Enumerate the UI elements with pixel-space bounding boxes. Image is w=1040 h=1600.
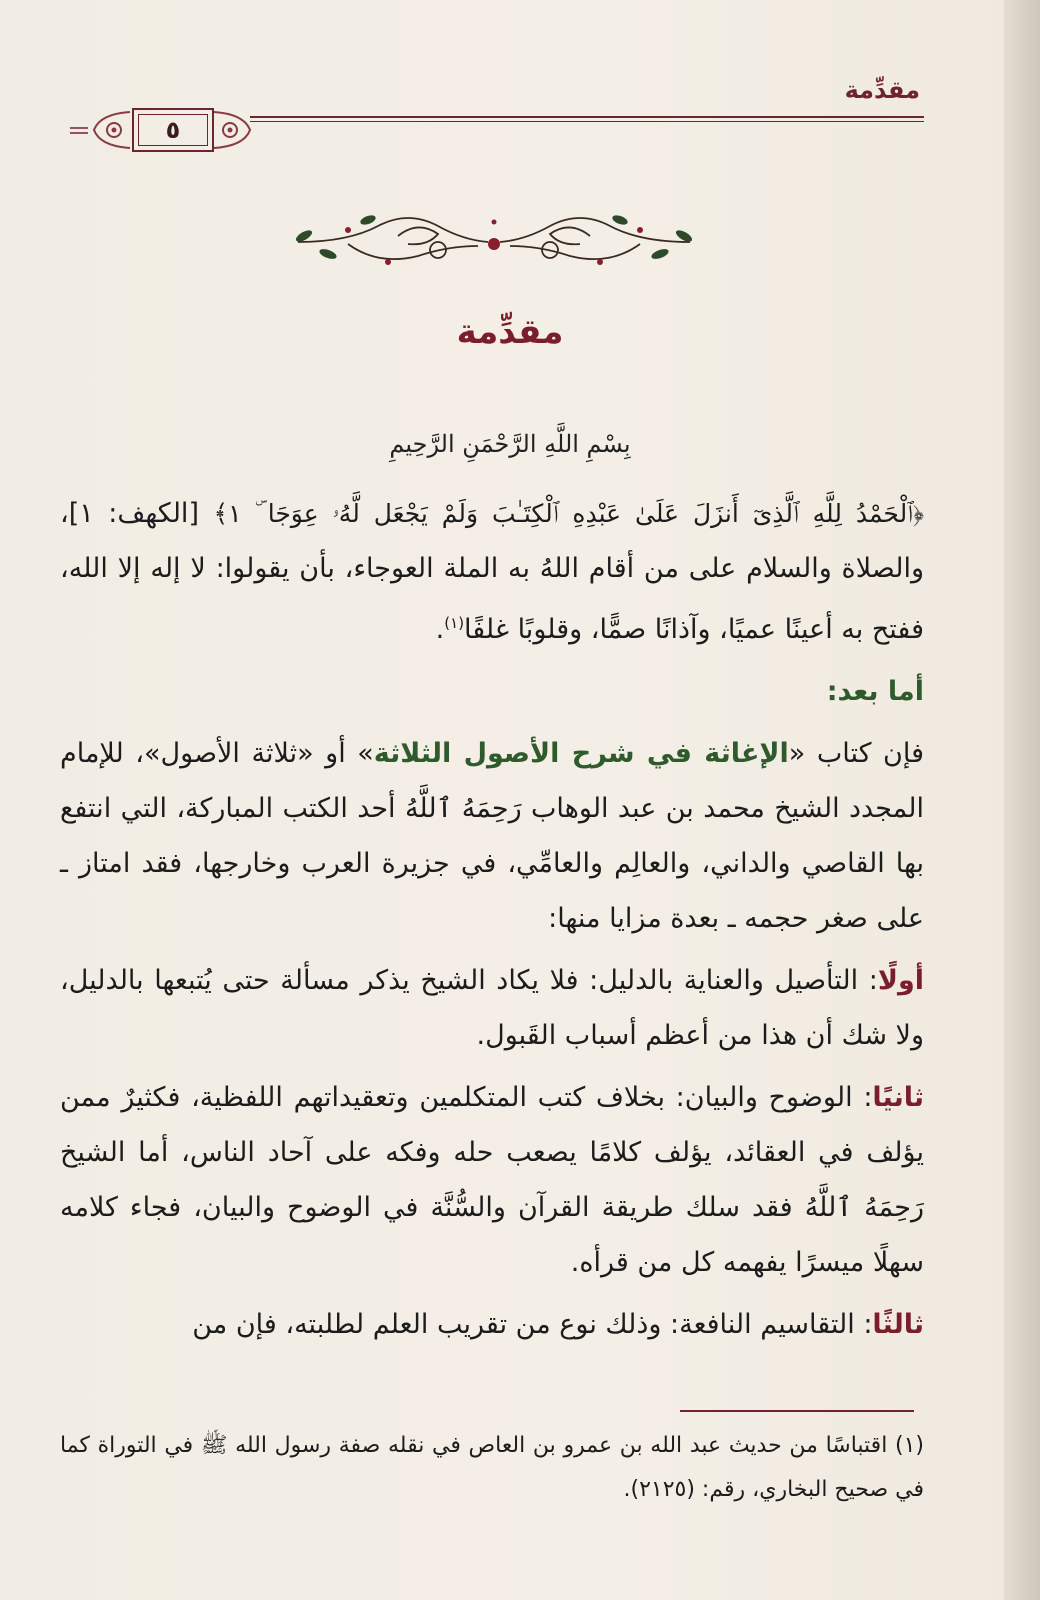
- basmala: بِسْمِ اللَّهِ الرَّحْمَنِ الرَّحِيمِ: [389, 430, 631, 458]
- point-first-text: : التأصيل والعناية بالدليل: فلا يكاد الشيخ يذكر مسألة حتى يُتبعها بالدليل، ولا شك أن هذا من أعظم أسباب القَبول.: [60, 965, 924, 1051]
- point-second-text: : الوضوح والبيان: بخلاف كتب المتكلمين وتعقيداتهم اللفظية، فكثيرٌ ممن يؤلف في العقائد، يؤلف كلامًا يصعب حله وفكه على آحاد الناس، أما الشيخ رَحِمَهُ ٱللَّهُ فقد سلك طريقة القرآن والسُّنَّة في الوضوح والبيان، فجاء كلامه سهلًا ميسرًا يفهمه كل من قرأه.: [60, 1082, 924, 1278]
- point-third-text: : التقاسيم النافعة: وذلك نوع من تقريب العلم لطلبته، فإن من: [192, 1309, 873, 1340]
- footnote-rule: [680, 1410, 914, 1412]
- point-second-label: ثانيًا: [872, 1082, 924, 1113]
- right-ornament-icon: [214, 108, 254, 152]
- opening-end: .: [435, 614, 445, 645]
- point-first-label: أولًا: [877, 965, 924, 996]
- page-edge: [1004, 0, 1040, 1600]
- left-ornament-icon: [70, 108, 132, 152]
- opening-text: [الكهف: ١]، والصلاة والسلام على من أقام اللهُ به الملة العوجاء، بأن يقولوا: لا إله إلا الله، ففتح به أعينًا عميًا، وآذانًا صمًّا، وقلوبًا غلفًا: [60, 498, 924, 645]
- point-second: [60, 1070, 924, 1290]
- running-head-title: مقدِّمة: [844, 76, 920, 104]
- book-para-rest: » أو «ثلاثة الأصول»، للإمام المجدد الشيخ محمد بن عبد الوهاب رَحِمَهُ ٱللَّهُ أحد الكتب المباركة، التي انتفع بها القاصي والداني، والعالِم والعامِّي، في جزيرة العرب وخارجها، فقد امتاز ـ على صغر حجمه ـ بعدة مزايا منها:: [60, 738, 924, 934]
- page-number: ٥: [132, 108, 214, 152]
- quran-verse: ﴿ٱلْحَمْدُ لِلَّهِ ٱلَّذِىٓ أَنزَلَ عَلَىٰ عَبْدِهِ ٱلْكِتَـٰبَ وَلَمْ يَجْعَل لَّهُۥ عِوَجَا ۜ ١﴾: [213, 499, 924, 528]
- book-title: الإغاثة في شرح الأصول الثلاثة: [373, 738, 789, 769]
- footnote-ref[interactable]: (١): [444, 614, 465, 632]
- body-text: [60, 486, 924, 1359]
- point-first: [60, 953, 924, 1063]
- ama-bad-heading: أما بعد:: [826, 676, 924, 707]
- footnote-text: (١) اقتباسًا من حديث عبد الله بن عمرو بن العاص في نقله صفة رسول الله ﷺ في التوراة كما في صحيح البخاري، رقم: (٢١٢٥).: [60, 1433, 924, 1502]
- floral-divider-icon: [288, 206, 700, 276]
- book-para-start: فإن كتاب «: [788, 738, 924, 769]
- opening-paragraph: [60, 486, 924, 657]
- point-third: [60, 1297, 924, 1352]
- header-rule: [250, 116, 924, 122]
- book-paragraph: [60, 726, 924, 946]
- section-title: مقدِّمة: [456, 312, 564, 352]
- point-third-label: ثالثًا: [872, 1309, 924, 1340]
